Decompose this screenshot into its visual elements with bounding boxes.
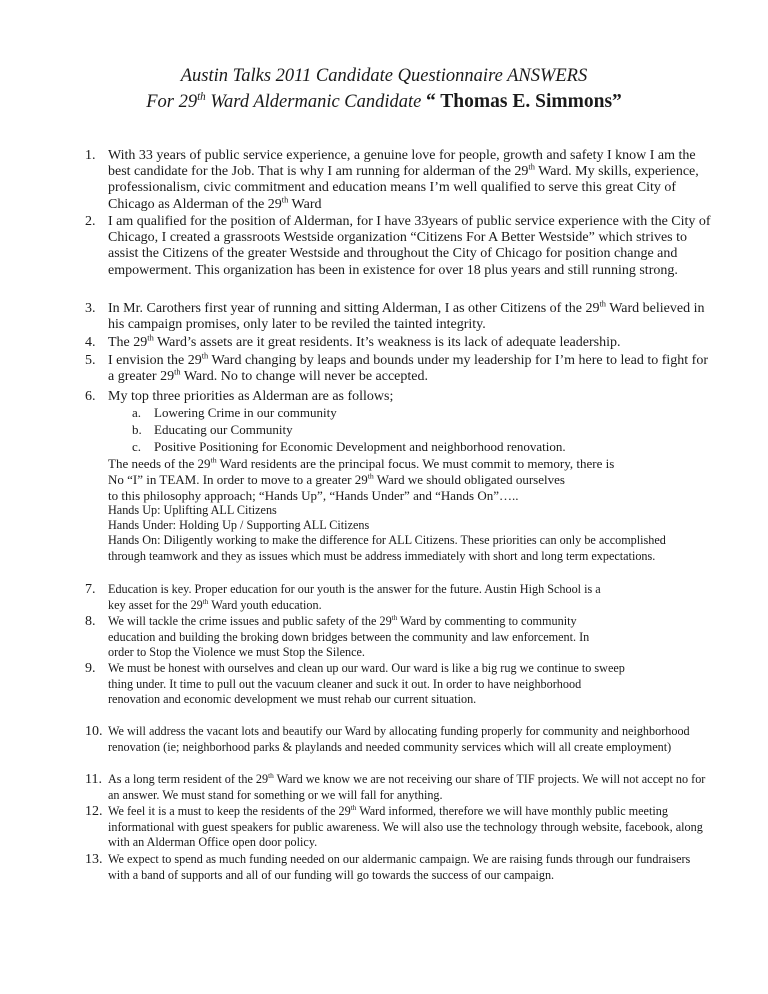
needs-line-1: The needs of the 29th Ward residents are the principal focus. We must commit to memory, there is: [108, 455, 615, 471]
document-title: Austin Talks 2011 Candidate Questionnaire ANSWERS: [180, 66, 588, 86]
answer-text: The 29th Ward’s assets are it great residents. It’s weakness is its lack of adequate leadership.: [108, 333, 621, 350]
hands-under: Hands Under: Holding Up / Supporting ALL Citizens: [108, 518, 370, 532]
needs-line-2: No “I” in TEAM. In order to move to a greater 29th Ward we should obligated ourselves: [108, 471, 565, 487]
answer-number: 2.: [85, 214, 96, 229]
answer-text: We will tackle the crime issues and public safety of the 29th Ward by commenting to community education and building the broking down bridges between the community and law enforcement. In order to Stop the Violence we must Stop the Silence.: [108, 612, 590, 660]
answer-text: We expect to spend as much funding needed on our aldermanic campaign. We are raising funds through our fundraisers with a band of supports and all of our funding will go towards the success of our campaign.: [108, 852, 691, 882]
answer-number: 5.: [85, 353, 96, 368]
priority-letter: c.: [132, 439, 142, 454]
answer-number: 11.: [85, 772, 102, 787]
answer-number: 4.: [85, 335, 96, 350]
answer-number: 3.: [85, 301, 96, 316]
answer-number: 12.: [85, 804, 103, 819]
priority-b: [132, 422, 692, 438]
hands-up: Hands Up: Uplifting ALL Citizens: [108, 503, 277, 517]
priority-a: [132, 405, 692, 421]
answer-text: We must be honest with ourselves and clean up our ward. Our ward is like a big rug we continue to sweep thing under. It time to pull out the vacuum cleaner and suck it out. In order to have neighborhood renovation and economic development we must rehab our current situation.: [108, 661, 625, 707]
priority-letter: b.: [132, 422, 142, 437]
answer-number: 8.: [85, 614, 96, 629]
subtitle-ordinal: th: [197, 90, 206, 103]
answer-number: 7.: [85, 582, 96, 597]
answer-number: 1.: [85, 148, 96, 163]
answer-text: I am qualified for the position of Alderman, for I have 33years of public service experience with the City of Chicago, I created a grassroots Westside organization “Citizens For A Better Westside” which strives to assist the Citizens of the greater Westside and throughout the City of Chicago for position change and empowerment. This organization has been in existence for over 18 plus years and still running strong.: [108, 214, 711, 278]
priority-text: Positive Positioning for Economic Development and neighborhood renovation.: [154, 439, 566, 454]
answer-number: 9.: [85, 661, 96, 676]
answer-number: 13.: [85, 852, 103, 867]
priority-text: Lowering Crime in our community: [154, 405, 337, 420]
answer-text: Education is key. Proper education for our youth is the answer for the future. Austin High School is a key asset for the 29th Ward youth education.: [108, 582, 601, 612]
priority-text: Educating our Community: [154, 422, 293, 437]
subtitle-middle: Ward Aldermanic Candidate: [205, 92, 427, 112]
answer-text: As a long term resident of the 29th Ward we know we are not receiving our share of TIF projects. We will not accept no for an answer. We must stand for something or we will fall for anything.: [108, 770, 706, 802]
answer-text: With 33 years of public service experience, a genuine love for people, growth and safety I know I am the best candidate for the Job. That is why I am running for alderman of the 29th Ward. My skills, experience, professionalism, civic commitment and education means I’m well qualified to serve this great City of Chicago as Alderman of the 29th Ward: [108, 148, 699, 212]
answer-number: 6.: [85, 389, 96, 404]
answer-text: I envision the 29th Ward changing by leaps and bounds under my leadership for I’m here to lead to fight for a greater 29th Ward. No to change will never be accepted.: [108, 351, 708, 385]
needs-line-3: to this philosophy approach; “Hands Up”, “Hands Under” and “Hands On”…..: [108, 488, 519, 503]
answer-text: We will address the vacant lots and beautify our Ward by allocating funding properly for community and neighborhood renovation (ie; neighborhood parks & playlands and needed community services which will all create employment): [108, 724, 690, 754]
candidate-name: “ Thomas E. Simmons”: [426, 91, 622, 112]
answer-number: 10.: [85, 724, 103, 739]
priority-c: [132, 439, 712, 455]
hands-on: Hands On: Diligently working to make the difference for ALL Citizens. These priorities can only be accomplished through teamwork and they as issues which must be address immediately with short and long term expectations.: [108, 533, 666, 563]
subtitle-prefix: For 29: [146, 92, 198, 112]
document-subtitle: [0, 89, 768, 115]
priority-letter: a.: [132, 405, 142, 420]
answer-text: We feel it is a must to keep the residents of the 29th Ward informed, therefore we will have monthly public meeting informational with guest speakers for public awareness. We will also use the technology through website, facebook, along with an Alderman Office open door policy.: [108, 802, 703, 850]
answer-text: In Mr. Carothers first year of running and sitting Alderman, I as other Citizens of the 29th Ward believed in his campaign promises, only later to be reviled the tainted integrity.: [108, 299, 705, 333]
answer-text: My top three priorities as Alderman are as follows;: [108, 389, 394, 404]
